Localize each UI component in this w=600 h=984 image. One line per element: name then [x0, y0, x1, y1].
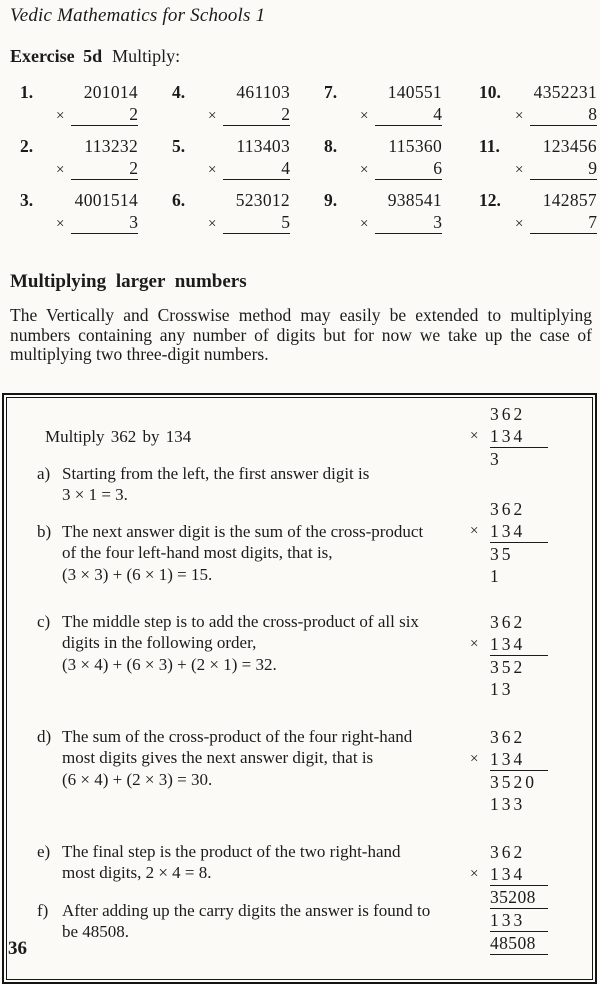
spacer: [470, 403, 490, 425]
multiplier-row: [56, 104, 138, 126]
working-result: [470, 543, 548, 565]
carry-row: 13: [490, 678, 514, 699]
working-carry: [470, 909, 548, 932]
working-result: [470, 448, 548, 470]
times-icon: ×: [470, 865, 479, 882]
working-e: [470, 841, 548, 955]
problem-number: 5.: [172, 136, 186, 156]
multiplicand: 4352231: [533, 82, 597, 102]
problem-number: 8.: [324, 136, 338, 156]
exercise-instruction: Multiply:: [112, 46, 181, 66]
step-text: [62, 521, 423, 587]
example-row-ef: [37, 841, 592, 955]
times-icon: ×: [470, 427, 479, 444]
step-label: d): [37, 726, 52, 746]
working-multiplicand: 362: [490, 841, 526, 862]
answer-row: 48508: [490, 932, 548, 955]
paragraph-line: multiplying two three-digit numbers.: [10, 344, 269, 365]
step-line: digits in the following order,: [62, 633, 257, 653]
multiplier-row: [515, 158, 597, 180]
intro-paragraph: [10, 306, 592, 365]
result-row: 35: [490, 543, 514, 564]
times-icon: ×: [360, 108, 369, 124]
paragraph-line: numbers containing any number of digits but for now we take up the case of: [10, 324, 592, 345]
step-label: a): [37, 463, 51, 483]
spacer: [470, 448, 490, 470]
multiplier-row: [360, 104, 442, 126]
working-carry: [470, 793, 548, 815]
exercise-label: Exercise 5d: [10, 46, 103, 66]
working-top: [470, 841, 548, 863]
step-line: of the four left-hand most digits, that is,: [62, 543, 333, 563]
multiplicand: 201014: [83, 82, 138, 102]
times-icon: ×: [56, 216, 65, 232]
multiplicand: 523012: [235, 190, 290, 210]
exercise-problem-10: [479, 82, 600, 126]
spacer: [470, 543, 490, 565]
problem-number: 9.: [324, 190, 338, 210]
multiplier-row: [56, 212, 138, 234]
example-row-b: [37, 498, 592, 587]
times-icon: ×: [515, 216, 524, 232]
problem-number: 11.: [479, 136, 500, 156]
spacer: [470, 886, 490, 909]
problem-number: 3.: [20, 190, 34, 210]
multiplier: 6: [375, 158, 442, 180]
working-multiplicand: 362: [490, 403, 526, 424]
example-row-d: [37, 726, 592, 815]
working-d: [470, 726, 548, 815]
exercise-heading: [10, 46, 600, 67]
exercise-problem-7: [324, 82, 479, 126]
times-icon: ×: [360, 162, 369, 178]
page-number: 36: [8, 938, 27, 959]
spacer: [470, 726, 490, 748]
step-label: c): [37, 611, 51, 631]
working-c: [470, 611, 548, 700]
multiplicand: 142857: [542, 190, 597, 210]
problem-number: 4.: [172, 82, 186, 102]
step-d: [37, 726, 412, 815]
times-icon: ×: [208, 162, 217, 178]
step-line: most digits, 2 × 4 = 8.: [62, 863, 212, 883]
row-ef-left: [37, 841, 430, 955]
example-row-c: [37, 611, 592, 700]
step-label: f): [37, 900, 49, 920]
multiplier: 5: [223, 212, 290, 234]
step-c: [37, 611, 419, 700]
step-f: [37, 900, 430, 943]
working-top: [470, 611, 548, 633]
times-icon: ×: [470, 635, 479, 652]
exercise-problem-4: [172, 82, 324, 126]
spacer: [470, 793, 490, 815]
multiplier: 3: [71, 212, 138, 234]
example-title: Multiply 362 by 134: [45, 426, 192, 446]
spacer: [470, 611, 490, 633]
exercise-problem-12: [479, 190, 600, 234]
problem-stack: [56, 136, 138, 180]
times-icon: ×: [515, 108, 524, 124]
problem-number: 1.: [20, 82, 34, 102]
worked-example-box: [2, 393, 597, 984]
multiplier-row: [360, 212, 442, 234]
step-line: The next answer digit is the sum of the cross-product: [62, 521, 424, 541]
working-multiplier: 134: [490, 633, 548, 656]
step-line: be 48508.: [62, 922, 130, 942]
problem-stack: [515, 136, 597, 180]
step-line: 3 × 1 = 3.: [62, 485, 128, 505]
step-line: (3 × 3) + (6 × 1) = 15.: [62, 564, 213, 584]
step-text: [62, 726, 412, 815]
multiplier: 4: [375, 104, 442, 126]
worked-example-inner: [6, 397, 593, 980]
times-icon: ×: [208, 216, 217, 232]
working-answer: [470, 932, 548, 955]
multiplicand: 113403: [236, 136, 290, 156]
exercise-grid: [0, 82, 600, 234]
result-row: 3: [490, 448, 502, 469]
problem-stack: [56, 82, 138, 126]
carry-row: 133: [490, 909, 548, 932]
step-line: most digits gives the next answer digit, that is: [62, 748, 374, 768]
step-line: The final step is the product of the two right-hand: [62, 841, 401, 861]
step-e: [37, 841, 430, 884]
spacer: [470, 656, 490, 678]
step-b: [37, 521, 423, 587]
exercise-problem-5: [172, 136, 324, 180]
problem-number: 12.: [479, 190, 501, 210]
working-multiplicand: 362: [490, 726, 526, 747]
multiplicand: 113232: [84, 136, 138, 156]
multiplier: 3: [375, 212, 442, 234]
exercise-problem-1: [20, 82, 172, 126]
working-b: [470, 498, 548, 587]
paragraph-line: The Vertically and Crosswise method may easily be extended to multiplying: [10, 305, 592, 325]
working-mult: [470, 520, 548, 543]
working-multiplier: 134: [490, 520, 548, 543]
working-a: [470, 403, 548, 506]
problem-stack: [208, 82, 290, 126]
step-text: [62, 900, 430, 943]
working-carry: [470, 678, 548, 700]
multiplicand: 4001514: [74, 190, 138, 210]
multiplicand: 123456: [542, 136, 597, 156]
step-text: [62, 841, 430, 884]
multiplicand: 140551: [387, 82, 442, 102]
multiplicand: 115360: [388, 136, 442, 156]
multiplier-row: [360, 158, 442, 180]
example-row-a: [37, 403, 592, 506]
spacer: [470, 771, 490, 793]
multiplier: 2: [223, 104, 290, 126]
working-result: [470, 771, 548, 793]
times-icon: ×: [208, 108, 217, 124]
carry-row: 1: [490, 565, 502, 586]
step-a: [37, 463, 369, 506]
running-header: Vedic Mathematics for Schools 1: [10, 5, 266, 26]
problem-stack: [56, 190, 138, 234]
multiplier: 9: [530, 158, 597, 180]
multiplier-row: [208, 212, 290, 234]
working-result: [470, 656, 548, 678]
row-a-left: [37, 413, 369, 506]
spacer: [470, 678, 490, 700]
exercise-problem-2: [20, 136, 172, 180]
problem-number: 2.: [20, 136, 34, 156]
problem-number: 7.: [324, 82, 338, 102]
exercise-problem-9: [324, 190, 479, 234]
working-multiplicand: 362: [490, 498, 526, 519]
times-icon: ×: [470, 750, 479, 767]
working-multiplier: 134: [490, 748, 548, 771]
problem-stack: [360, 82, 442, 126]
spacer: [470, 909, 490, 932]
step-text: [62, 463, 369, 506]
step-label: b): [37, 521, 52, 541]
multiplier-row: [208, 158, 290, 180]
problem-stack: [360, 190, 442, 234]
multiplier: 2: [71, 104, 138, 126]
exercise-problem-11: [479, 136, 600, 180]
working-top: [470, 403, 548, 425]
working-multiplier: 134: [490, 863, 548, 886]
problem-stack: [208, 136, 290, 180]
working-result: [470, 886, 548, 909]
working-multiplier: 134: [490, 425, 548, 448]
times-icon: ×: [56, 162, 65, 178]
multiplier: 4: [223, 158, 290, 180]
working-mult: [470, 863, 548, 886]
working-top: [470, 726, 548, 748]
spacer: [470, 565, 490, 587]
problem-stack: [360, 136, 442, 180]
step-line: (3 × 4) + (6 × 3) + (2 × 1) = 32.: [62, 654, 277, 674]
working-top: [470, 498, 548, 520]
exercise-problem-3: [20, 190, 172, 234]
problem-stack: [515, 82, 597, 126]
step-line: The sum of the cross-product of the four right-hand: [62, 726, 413, 746]
multiplier: 7: [530, 212, 597, 234]
multiplier: 2: [71, 158, 138, 180]
multiplicand: 938541: [387, 190, 442, 210]
step-line: After adding up the carry digits the answer is found to: [62, 900, 431, 920]
exercise-problem-6: [172, 190, 324, 234]
working-multiplicand: 362: [490, 611, 526, 632]
result-row: 352: [490, 656, 526, 677]
step-line: Starting from the left, the first answer digit is: [62, 463, 370, 483]
times-icon: ×: [56, 108, 65, 124]
multiplier: 8: [530, 104, 597, 126]
working-mult: [470, 633, 548, 656]
problem-number: 6.: [172, 190, 186, 210]
problem-number: 10.: [479, 82, 501, 102]
working-mult: [470, 748, 548, 771]
result-row: 35208: [490, 886, 548, 909]
step-label: e): [37, 841, 51, 861]
section-heading: Multiplying larger numbers: [10, 271, 247, 292]
times-icon: ×: [515, 162, 524, 178]
times-icon: ×: [360, 216, 369, 232]
problem-stack: [515, 190, 597, 234]
spacer: [470, 932, 490, 955]
exercise-problem-8: [324, 136, 479, 180]
step-line: The middle step is to add the cross-product of all six: [62, 611, 419, 631]
working-carry: [470, 565, 548, 587]
spacer: [470, 498, 490, 520]
multiplier-row: [515, 212, 597, 234]
result-row: 3520: [490, 771, 537, 792]
multiplier-row: [56, 158, 138, 180]
multiplier-row: [515, 104, 597, 126]
working-mult: [470, 425, 548, 448]
multiplicand: 461103: [236, 82, 290, 102]
times-icon: ×: [470, 522, 479, 539]
step-line: (6 × 4) + (2 × 3) = 30.: [62, 769, 213, 789]
step-text: [62, 611, 419, 700]
carry-row: 133: [490, 793, 526, 814]
multiplier-row: [208, 104, 290, 126]
spacer: [470, 841, 490, 863]
problem-stack: [208, 190, 290, 234]
